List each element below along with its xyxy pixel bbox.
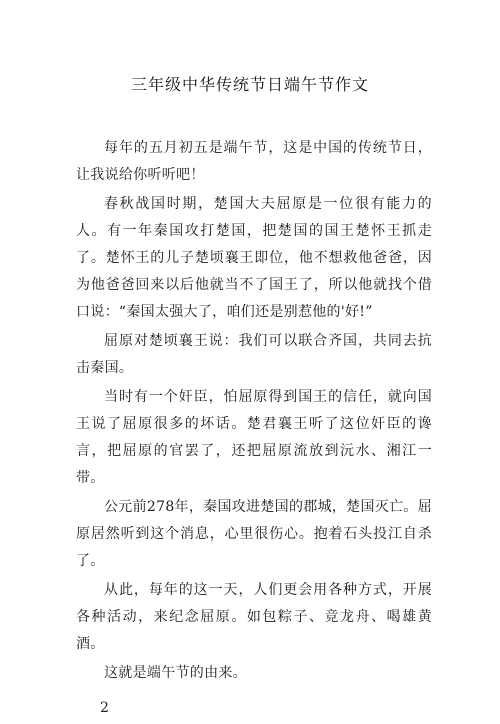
paragraph: 屈原对楚顷襄王说：我们可以联合齐国，共同去抗击秦国。 <box>76 333 432 376</box>
paragraph: 春秋战国时期，楚国大夫屈原是一位很有能力的人。有一年秦国攻打楚国，把楚国的国王楚怀王抓走了。楚怀王的儿子楚顷襄王即位，他不想救他爸爸，因为他爸爸回来以后他就当不了国王了，所以他就找个借口说：“秦国太强大了，咱们还是别惹他的'好!” <box>76 196 432 320</box>
paragraph: 从此，每年的这一天，人们更会用各种方式，开展各种活动，来纪念屈原。如包粽子、竞龙舟、喝雄黄酒。 <box>76 582 432 652</box>
page-number: 2 <box>100 700 110 716</box>
document-title: 三年级中华传统节日端午节作文 <box>130 75 369 94</box>
paragraph: 当时有一个奸臣，怕屈原得到国王的信任，就向国王说了屈原很多的坏话。楚君襄王听了这位奸臣的谗言，把屈原的官罢了，还把屈原流放到沅水、湘江一带。 <box>76 389 432 486</box>
paragraph: 这就是端午节的由来。 <box>104 665 247 681</box>
document-body <box>76 135 432 724</box>
paragraph: 每年的五月初五是端午节，这是中国的传统节日，让我说给你听听吧！ <box>76 140 432 183</box>
paragraph: 公元前278年，秦国攻进楚国的郡城，楚国灭亡。屈原居然听到这个消息，心里很伤心。抱着石头投江自杀了。 <box>76 499 432 569</box>
